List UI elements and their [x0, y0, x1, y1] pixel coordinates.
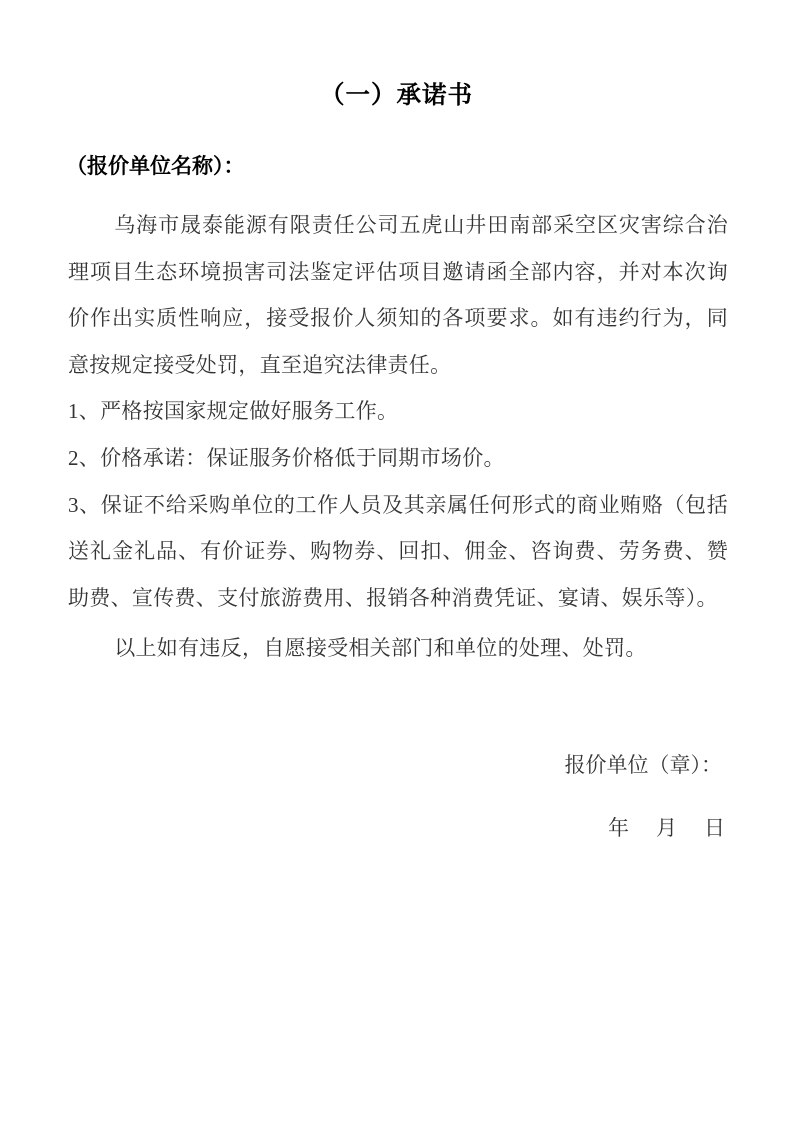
- body-line-item-3: 3、保证不给采购单位的工作人员及其亲属任何形式的商业贿赂（包括: [68, 492, 728, 517]
- body-line: 理项目生态环境损害司法鉴定评估项目邀请函全部内容，并对本次询: [68, 259, 728, 284]
- body-line: 乌海市晟泰能源有限责任公司五虎山井田南部采空区灾害综合治: [114, 213, 728, 237]
- signature-unit-seal-label: 报价单位（章）：: [564, 752, 722, 777]
- body-line-item-2: 2、价格承诺：保证服务价格低于同期市场价。: [68, 445, 505, 470]
- body-line-closing: 以上如有违反，自愿接受相关部门和单位的处理、处罚。: [114, 636, 647, 661]
- page-title: （一）承诺书: [320, 82, 473, 109]
- commitment-body: [68, 202, 728, 672]
- quoting-unit-name-label: （报价单位名称）：: [66, 155, 245, 178]
- date-year-month-day-line: 年 月 日: [608, 815, 728, 840]
- body-line-item-1: 1、严格按国家规定做好服务工作。: [68, 399, 399, 424]
- body-line: 意按规定接受处罚，直至追究法律责任。: [68, 352, 452, 377]
- body-line: 价作出实质性响应，接受报价人须知的各项要求。如有违约行为，同: [68, 306, 728, 331]
- body-line: 助费、宣传费、支付旅游费用、报销各种消费凭证、宴请、娱乐等）。: [68, 585, 718, 610]
- body-line: 送礼金礼品、有价证券、购物券、回扣、佣金、咨询费、劳务费、赞: [68, 539, 728, 564]
